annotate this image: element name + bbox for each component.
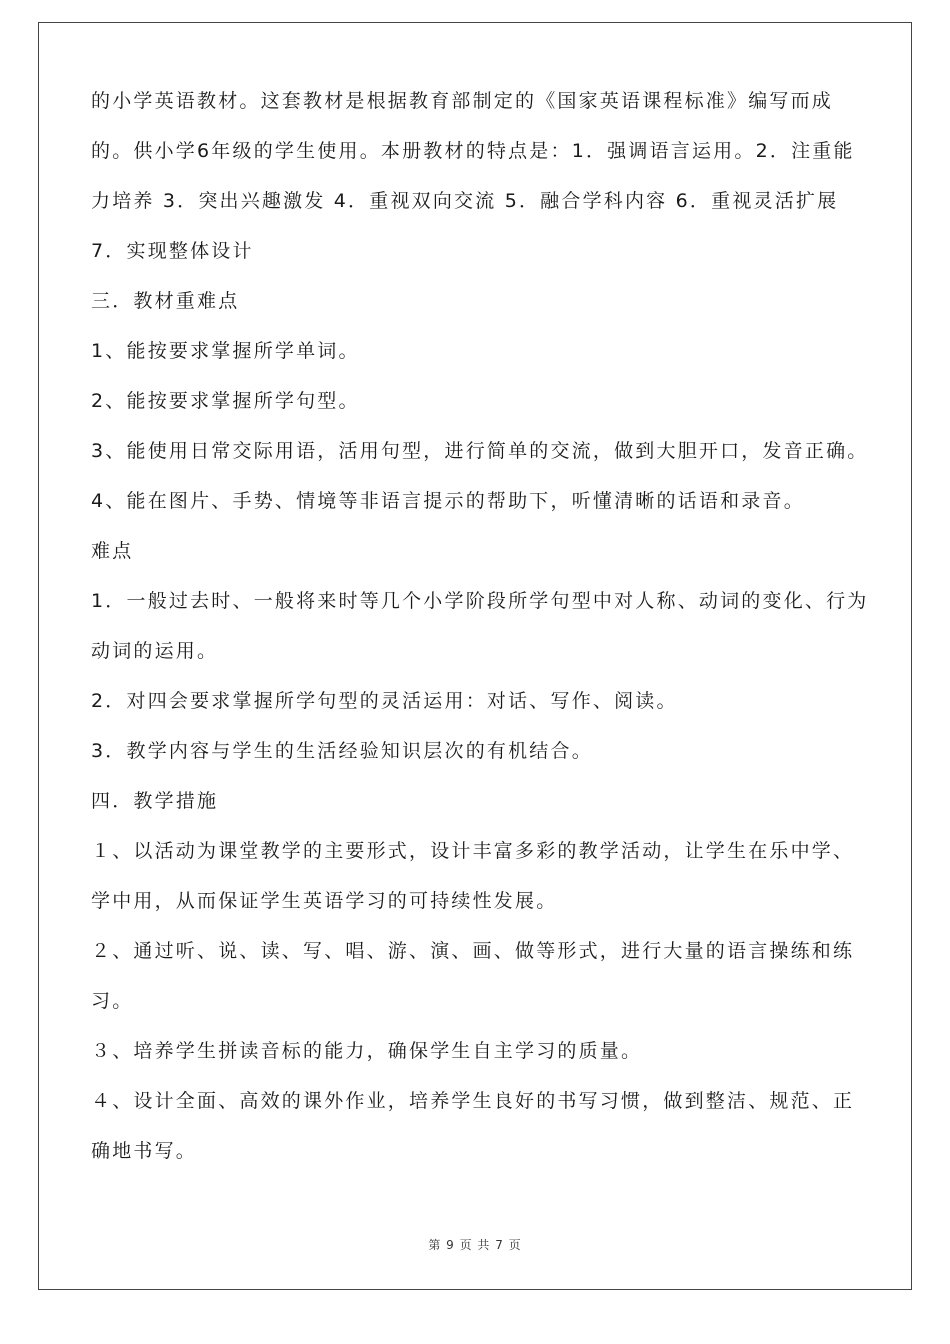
list-item-key-4: 4、能在图片、手势、情境等非语言提示的帮助下，听懂清晰的话语和录音。 (91, 490, 805, 512)
list-item-key-1: 1、能按要求掌握所学单词。 (91, 340, 360, 362)
list-item-measure-2: ２、通过听、说、读、写、唱、游、演、画、做等形式，进行大量的语言操练和练习。 (91, 940, 855, 1012)
list-item-difficult-1: 1．一般过去时、一般将来时等几个小学阶段所学句型中对人称、动词的变化、行为动词的运用。 (91, 590, 869, 662)
list-item-difficult-3: 3．教学内容与学生的生活经验知识层次的有机结合。 (91, 740, 593, 762)
list-item-measure-1: １、以活动为课堂教学的主要形式，设计丰富多彩的教学活动，让学生在乐中学、学中用，从而保证学生英语学习的可持续性发展。 (91, 840, 855, 912)
list-item-key-2: 2、能按要求掌握所学句型。 (91, 390, 360, 412)
list-item-measure-3: ３、培养学生拼读音标的能力，确保学生自主学习的质量。 (91, 1040, 643, 1062)
page-number-footer: 第 9 页 共 7 页 (428, 1238, 522, 1252)
list-item-measure-4: ４、设计全面、高效的课外作业，培养学生良好的书写习惯，做到整洁、规范、正确地书写。 (91, 1090, 855, 1162)
paragraph-textbook-intro: 的小学英语教材。这套教材是根据教育部制定的《国家英语课程标准》编写而成的。供小学6年级的学生使用。本册教材的特点是：1．强调语言运用。2．注重能力培养 3．突出兴趣激发 4．重视双向交流 5．融合学科内容 6．重视灵活扩展 7．实现整体设计 (91, 90, 855, 262)
heading-teaching-measures: 四．教学措施 (91, 790, 219, 812)
heading-difficult-points: 难点 (91, 540, 134, 562)
heading-key-difficult-points: 三．教材重难点 (91, 290, 240, 312)
list-item-difficult-2: 2．对四会要求掌握所学句型的灵活运用：对话、写作、阅读。 (91, 690, 678, 712)
list-item-key-3: 3、能使用日常交际用语，活用句型，进行简单的交流，做到大胆开口，发音正确。 (91, 440, 869, 462)
document-body (91, 76, 871, 1176)
